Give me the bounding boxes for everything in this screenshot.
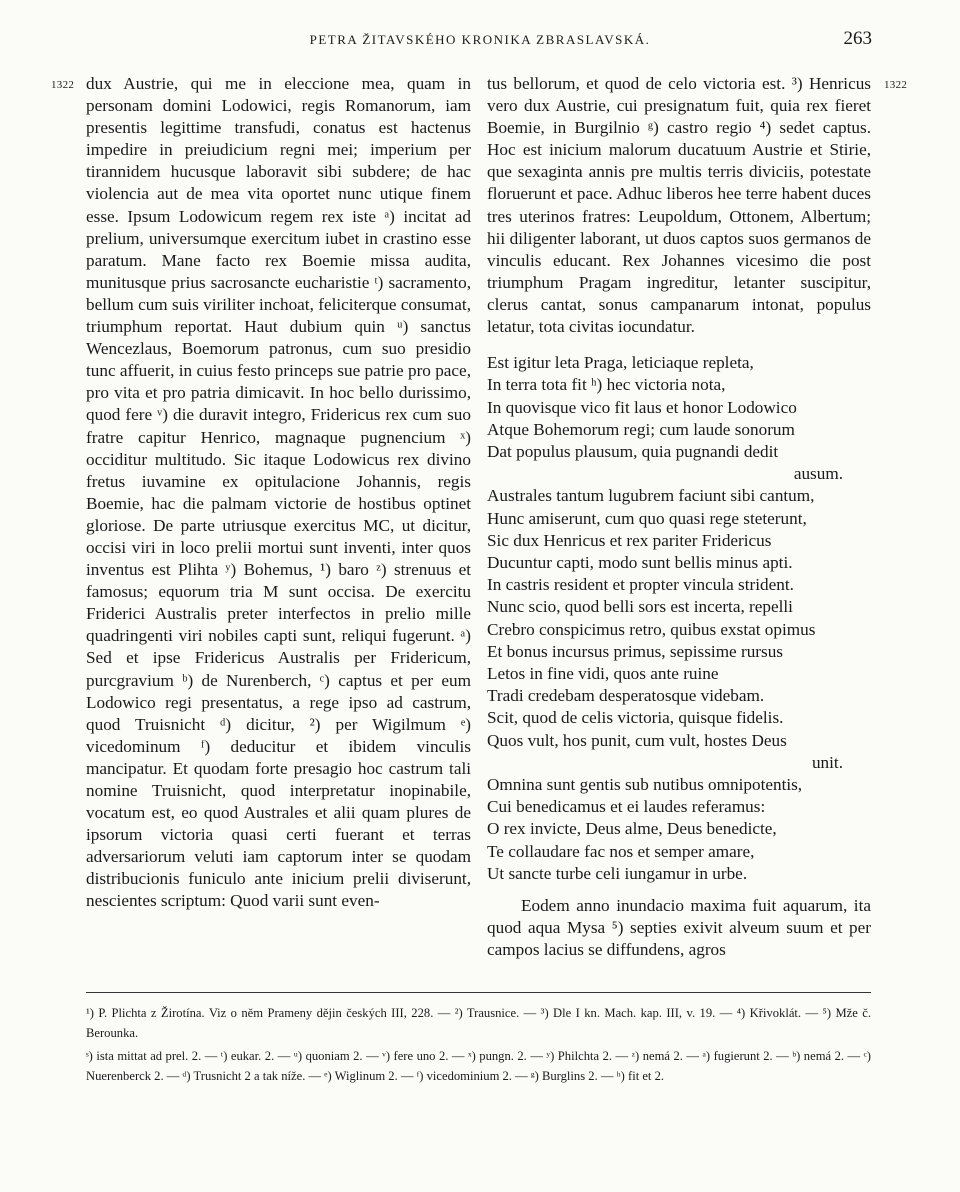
poem-line: Et bonus incursus primus, sepissime rursus xyxy=(487,641,783,661)
footnotes-lettered xyxy=(86,1047,871,1086)
left-column xyxy=(86,73,471,913)
poem-line: Cui benedicamus et ei laudes referamus: xyxy=(487,797,766,817)
poem xyxy=(487,352,871,885)
footnotes-numbered xyxy=(86,1004,871,1043)
running-title: PETRA ŽITAVSKÉHO KRONIKA ZBRASLAVSKÁ. xyxy=(309,32,651,47)
left-column-text: dux Austrie, qui me in eleccione mea, quam in personam domini Lodowici, regis Romanorum, iam presentis legittime transfudi, conatus est hactenus impedire in preiudicium regni mei; imperium per tirannidem hucusque laboravit sibi subdere; de hac violencia aut de mea vita oportet nunc utique finem esse. Ipsum Lodowicum regem rex iste ᵃ) incitat ad prelium, universumque exercitum iubet in crastino esse paratum. Mane facto rex Boemie missa audita, munitusque prius sacrosancte eucharistie ᵗ) sacramento, bellum cum suis viriliter inchoat, feliciterque consumat, triumphum reportat. Haut dubium quin ᵘ) sanctus Wencezlaus, Boemorum patronus, cum suo presidio tunc affuerit, in cuius festo princeps sue patrie pro pace, pro vita et pro patria dimicavit. In hoc bello durissimo, quod fere ᵛ) die duravit integro, Fridericus rex cum suo fratre capitur Henrico, magnaque pugnencium ˣ) occiditur multitudo. Sic itaque Lodowicus rex divino fretus iuvamine ex opitulacione Johannis, regis Boemie, hac die palmam victorie de hostibus optinet gloriose. De parte utriusque exercitus MC, ut dicitur, occisi viri in loco prelii mortui sunt inventi, inter quos inventus est Plihta ʸ) Bohemus, ¹) baro ᶻ) strenuus et famosus; equorum tria M sunt occisa. De exercitu Friderici Australis preter interfectos in prelio mille quadringenti viri nobiles capti sunt, reliqui fugerunt. ᵃ) Sed et ipse Fridericus Australis per Fridericum, purcgravium ᵇ) de Nurenberch, ᶜ) captus et per eum Lodowico regi presentatus, a rege ipso ad castrum, quod Truisnicht ᵈ) dicitur, ²) per Wigilmum ᵉ) vicedominum ᶠ) deducitur et ibidem vinculis mancipatur. Et quodam forte presagio hoc castrum tali nomine Truisnicht, quod interpretatur inopinabile, vocatum est, eo quod Australes et alii quam plures de ipsorum victoria quasi certi fuerant et terras adversariorum veluti iam captorum inter se quodam distribucionis funiculo ante inicium prelii diviserunt, nescientes scriptum: Quod varii sunt even- xyxy=(86,74,471,911)
poem-line: O rex invicte, Deus alme, Deus benedicte, xyxy=(487,819,777,839)
poem-line-continuation: unit. xyxy=(811,752,843,772)
poem-line: Letos in fine vidi, quos ante ruine xyxy=(487,663,719,683)
right-column-text-bottom: Eodem anno inundacio maxima fuit aquarum, ita quod aqua Mysa ⁵) septies exivit alveum suum et per campos lacius se diffundens, agros xyxy=(487,896,871,960)
right-column xyxy=(487,73,871,961)
poem-line: Tradi credebam desperatosque videbam. xyxy=(487,686,765,706)
poem-line: Australes tantum lugubrem faciunt sibi cantum, xyxy=(487,486,815,506)
footnotes-lettered-text: ˢ) ista mittat ad prel. 2. — ᵗ) eukar. 2. — ᵘ) quoniam 2. — ᵛ) fere uno 2. — ˣ) pungn. 2. — ʸ) Philchta 2. — ᶻ) nemá 2. — ᵃ) fugierunt 2. — ᵇ) nemá 2. — ᶜ) Nuerenberck 2. — ᵈ) Trusnicht 2 a tak níže. — ᵉ) Wiglinum 2. — ᶠ) vicedominium 2. — ᵍ) Burglins 2. — ʰ) fit et 2. xyxy=(86,1049,871,1083)
poem-line: Te collaudare fac nos et semper amare, xyxy=(487,841,755,861)
poem-line: Quos vult, hos punit, cum vult, hostes Deus xyxy=(487,730,787,750)
poem-line: Ut sancte turbe celi iungamur in urbe. xyxy=(487,863,748,883)
poem-line: Est igitur leta Praga, leticiaque repleta, xyxy=(487,353,754,373)
poem-line: In quovisque vico fit laus et honor Lodowico xyxy=(487,397,797,417)
poem-line: In castris resident et propter vincula strident. xyxy=(487,575,794,595)
poem-line: Omnina sunt gentis sub nutibus omnipotentis, xyxy=(487,774,803,794)
poem-line: In terra tota fit ʰ) hec victoria nota, xyxy=(487,375,726,395)
margin-year-right: 1322 xyxy=(884,79,908,91)
footnotes-numbered-text: ¹) P. Plichta z Žirotína. Viz o něm Prameny dějin českých III, 228. — ²) Trausnice. — ³) Dle I kn. Mach. kap. III, v. 19. — ⁴) Křivoklát. — ⁵) Mže č. Berounka. xyxy=(86,1006,871,1040)
poem-line: Scit, quod de celis victoria, quisque fidelis. xyxy=(487,708,784,728)
margin-year-left: 1322 xyxy=(51,79,75,91)
poem-line: Atque Bohemorum regi; cum laude sonorum xyxy=(487,419,795,439)
poem-line: Nunc scio, quod belli sors est incerta, repelli xyxy=(487,597,793,617)
poem-line: Dat populus plausum, quia pugnandi dedit xyxy=(487,441,779,461)
poem-line: Sic dux Henricus et rex pariter Fridericus xyxy=(487,530,772,550)
footnote-rule xyxy=(86,992,871,993)
poem-line: Hunc amiserunt, cum quo quasi rege steterunt, xyxy=(487,508,807,528)
poem-line: Crebro conspicimus retro, quibus exstat opimus xyxy=(487,619,816,639)
page-number: 263 xyxy=(843,28,872,49)
poem-line: Ducuntur capti, modo sunt bellis minus apti. xyxy=(487,552,793,572)
poem-line-continuation: ausum. xyxy=(793,464,843,484)
right-column-text-top: tus bellorum, et quod de celo victoria est. ³) Henricus vero dux Austrie, cui presignatum fuit, quia rex fieret Boemie, in Burgilnio ᵍ) castro regio ⁴) sedet captus. Hoc est inicium malorum ducatuum Austrie et Stirie, que sexaginta annis pre multis terris diviciis, potestate floruerunt et pace. Adhuc liberos hee terre habent duces tres uterinos fratres: Leupoldum, Ottonem, Albertum; hii diligenter laborant, ut duos captos suos germanos de vinculis educant. Rex Johannes vicesimo die post triumphum Pragam ingreditur, letanter suscipitur, clerus cantat, sonus campanarum intonat, populus letatur, tota civitas iocundatur. xyxy=(487,74,871,337)
